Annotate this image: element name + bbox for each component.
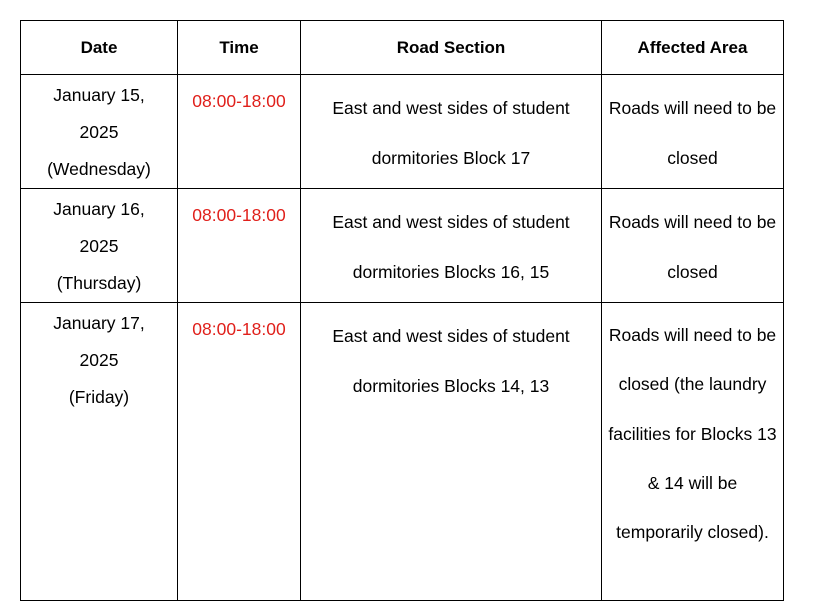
affected-area-cell: Roads will need to be closed [602,75,784,189]
time-cell [178,75,301,189]
table-row [21,75,784,189]
date-year: 2025 [79,122,119,142]
table-row [21,303,784,601]
date-year: 2025 [79,236,119,256]
date-line: January 17, [53,313,145,333]
date-weekday: (Thursday) [56,273,142,293]
date-line: January 15, [53,85,145,105]
time-cell [178,303,301,601]
date-cell [21,75,178,189]
time-cell [178,189,301,303]
date-line: January 16, [53,199,145,219]
header-time: Time [178,21,301,75]
date-weekday: (Friday) [68,387,130,407]
affected-area-cell: Roads will need to be closed [602,189,784,303]
road-section-cell: East and west sides of student dormitories Blocks 14, 13 [301,303,602,601]
date-weekday: (Wednesday) [47,159,151,179]
date-cell [21,303,178,601]
road-section-cell: East and west sides of student dormitories Block 17 [301,75,602,189]
time-range: 08:00-18:00 [192,205,286,225]
time-range: 08:00-18:00 [192,319,286,339]
header-date: Date [21,21,178,75]
header-road-section: Road Section [301,21,602,75]
table-row [21,189,784,303]
road-closure-table [20,20,784,601]
time-range: 08:00-18:00 [192,91,286,111]
date-year: 2025 [79,350,119,370]
affected-area-cell: Roads will need to be closed (the laundry facilities for Blocks 13 & 14 will be temporarily closed). [602,303,784,601]
header-row [21,21,784,75]
road-section-cell: East and west sides of student dormitories Blocks 16, 15 [301,189,602,303]
header-affected-area: Affected Area [602,21,784,75]
date-cell [21,189,178,303]
